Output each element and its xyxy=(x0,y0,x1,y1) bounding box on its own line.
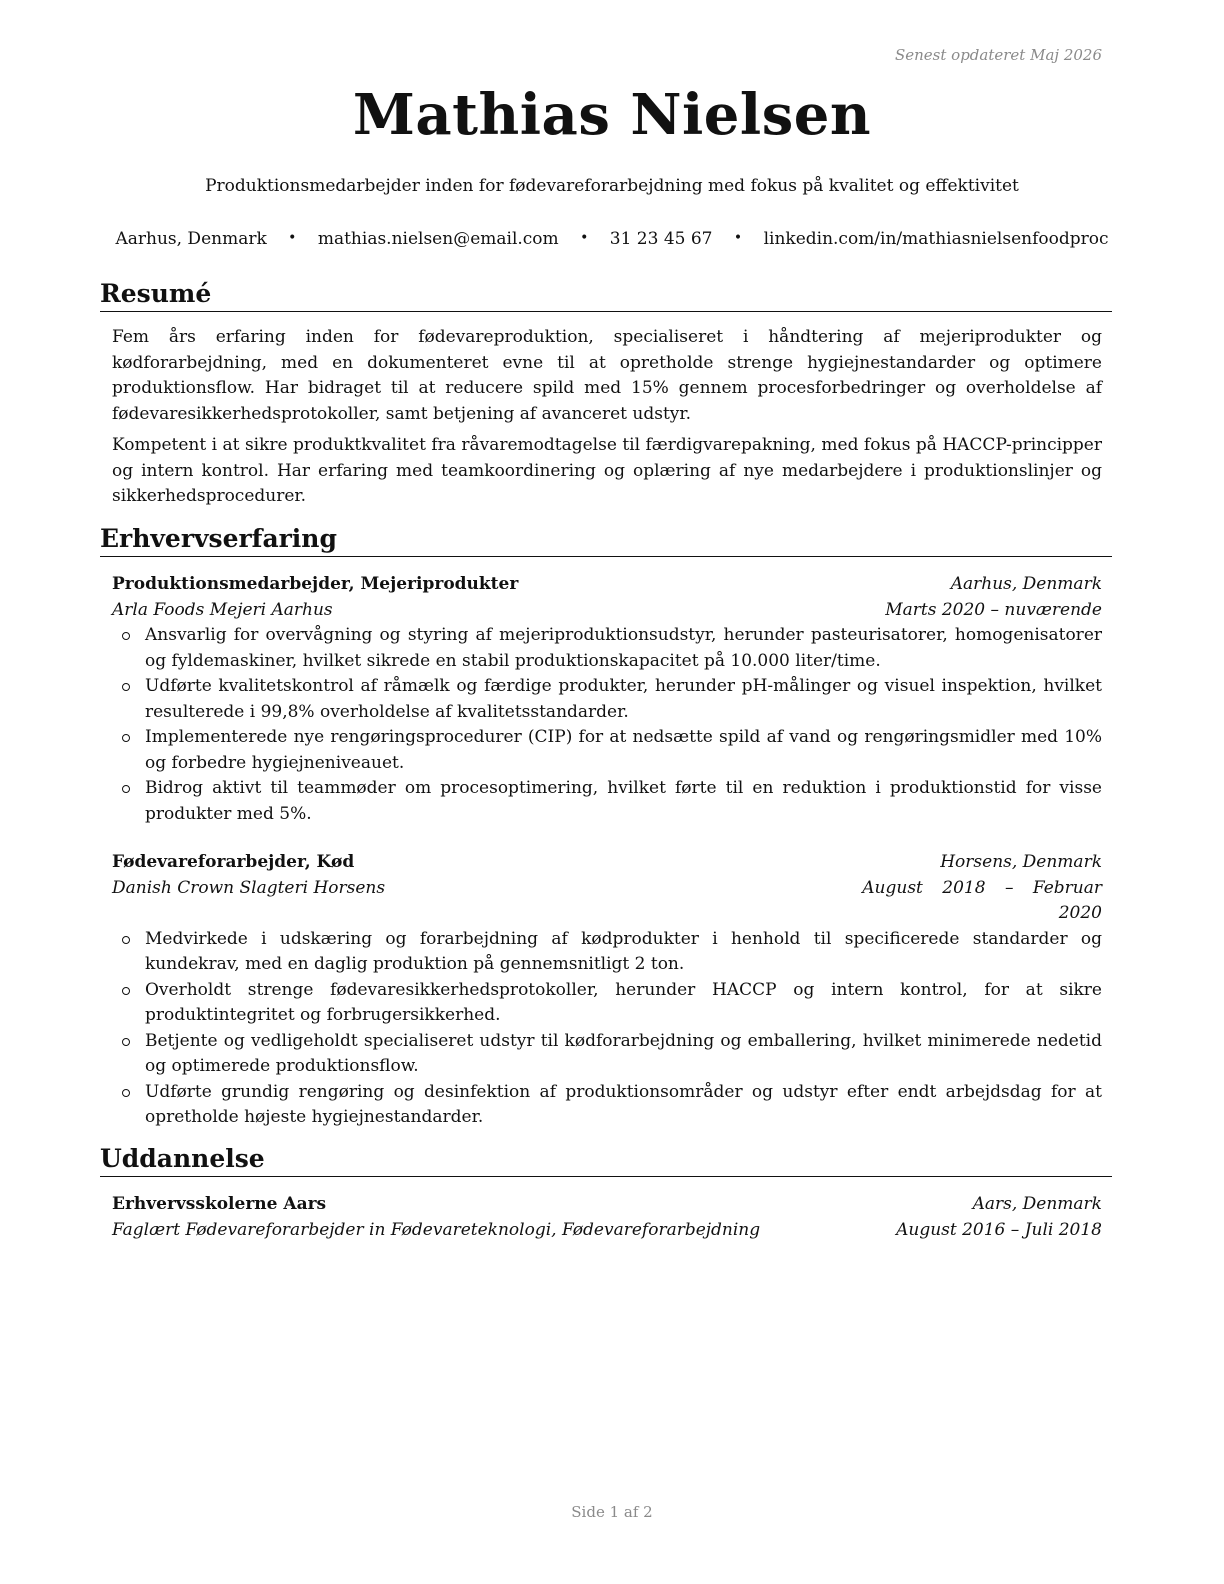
job-location: Aarhus, Denmark xyxy=(950,574,1102,594)
bullet-separator: • xyxy=(580,230,589,246)
job-entry xyxy=(112,850,1102,1131)
education-entry xyxy=(112,1192,1102,1243)
candidate-name: Mathias Nielsen xyxy=(352,82,872,148)
contact-email[interactable]: mathias.nielsen@email.com xyxy=(317,229,559,249)
contact-phone[interactable]: 31 23 45 67 xyxy=(609,229,713,249)
summary-section xyxy=(112,325,1102,516)
contact-linkedin[interactable]: linkedin.com/in/mathiasnielsenfoodproc xyxy=(763,229,1109,249)
section-title-experience: Erhvervserfaring xyxy=(100,523,1112,557)
bullet-text: Ansvarlig for overvågning og styring af mejeriproduktionsudstyr, herunder pasteurisatorer, homogenisatorer og fyldemaskiner, hvilket sikrede en stabil produktionskapacitet på 10.000 liter/time. xyxy=(145,625,1102,671)
education-location: Aars, Denmark xyxy=(972,1194,1102,1214)
list-item xyxy=(112,927,1102,978)
summary-paragraph: Kompetent i at sikre produktkvalitet fra råvaremodtagelse til færdigvarepakning, med fokus på HACCP-principper og intern kontrol. Har erfaring med teamkoordinering og oplæring af nye medarbejdere i produktionslinjer og sikkerhedsprocedurer. xyxy=(112,435,1102,506)
bullet-text: Betjente og vedligeholdt specialiseret udstyr til kødforarbejdning og emballering, hvilket minimerede nedetid og optimerede produktionsflow. xyxy=(145,1030,1102,1076)
education-degree: Faglært Fødevareforarbejder in Fødevareteknologi, Fødevareforarbejdning xyxy=(112,1219,761,1240)
bullet-text: Udførte kvalitetskontrol af råmælk og færdige produkter, herunder pH-målinger og visuel inspektion, hvilket resulterede i 99,8% overholdelse af kvalitetsstandarder. xyxy=(145,676,1102,722)
job-role: Fødevareforarbejder, Kød xyxy=(112,852,355,872)
job-dates xyxy=(862,876,1102,927)
list-item xyxy=(112,674,1102,725)
last-updated: Senest opdateret Maj 2026 xyxy=(894,46,1102,64)
circle-bullet-icon xyxy=(122,1038,130,1046)
job-bullets xyxy=(112,927,1102,1131)
circle-bullet-icon xyxy=(122,785,130,793)
job-dates: Marts 2020 – nuværende xyxy=(885,599,1102,620)
bullet-text: Bidrog aktivt til teammøder om procesoptimering, hvilket førte til en reduktion i produktionstid for visse produkter med 5%. xyxy=(145,778,1102,824)
summary-paragraph: Fem års erfaring inden for fødevareproduktion, specialiseret i håndtering af mejeriprodukter og kødforarbejdning, med en dokumenteret evne til at opretholde strenge hygiejnestandarder og optimere produktionsflow. Har bidraget til at reducere spild med 15% gennem procesforbedringer og overholdelse af fødevaresikkerhedsprotokoller, samt betjening af avanceret udstyr. xyxy=(112,327,1102,424)
list-item xyxy=(112,978,1102,1029)
page-number: Side 1 af 2 xyxy=(571,1503,653,1521)
circle-bullet-icon xyxy=(122,987,130,995)
list-item xyxy=(112,1029,1102,1080)
education-dates: August 2016 – Juli 2018 xyxy=(896,1219,1102,1240)
bullet-separator: • xyxy=(288,230,297,246)
bullet-text: Udførte grundig rengøring og desinfektion af produktionsområder og udstyr efter endt arbejdsdag for at opretholde højeste hygiejnestandarder. xyxy=(145,1081,1102,1127)
section-title-summary: Resumé xyxy=(100,278,1112,312)
contact-location: Aarhus, Denmark xyxy=(115,229,267,249)
list-item xyxy=(112,725,1102,776)
circle-bullet-icon xyxy=(122,683,130,691)
bullet-text: Medvirkede i udskæring og forarbejdning af kødprodukter i henhold til specificerede standarder og kundekrav, med en daglig produktion på gennemsnitligt 2 ton. xyxy=(145,928,1102,974)
tagline: Produktionsmedarbejder inden for fødevareforarbejdning med fokus på kvalitet og effektivitet xyxy=(205,176,1019,196)
job-company: Danish Crown Slagteri Horsens xyxy=(112,877,386,898)
list-item xyxy=(112,1080,1102,1131)
circle-bullet-icon xyxy=(122,632,130,640)
circle-bullet-icon xyxy=(122,734,130,742)
job-dates-line: 2020 xyxy=(1058,903,1102,923)
contact-line xyxy=(0,229,1224,249)
bullet-text: Implementerede nye rengøringsprocedurer (CIP) for at nedsætte spild af vand og rengøringsmidler med 10% og forbedre hygiejneniveauet. xyxy=(145,727,1102,773)
education-school: Erhvervsskolerne Aars xyxy=(112,1194,327,1214)
job-location: Horsens, Denmark xyxy=(940,852,1102,872)
job-entry xyxy=(112,572,1102,827)
circle-bullet-icon xyxy=(122,936,130,944)
list-item xyxy=(112,776,1102,827)
bullet-separator: • xyxy=(733,230,743,246)
job-bullets xyxy=(112,623,1102,827)
bullet-text: Overholdt strenge fødevaresikkerhedsprotokoller, herunder HACCP og intern kontrol, for at sikre produktintegritet og forbrugersikkerhed. xyxy=(145,979,1102,1025)
job-company: Arla Foods Mejeri Aarhus xyxy=(112,599,333,620)
list-item xyxy=(112,623,1102,674)
circle-bullet-icon xyxy=(122,1089,130,1097)
job-role: Produktionsmedarbejder, Mejeriprodukter xyxy=(112,574,519,594)
section-title-education: Uddannelse xyxy=(100,1143,1112,1177)
job-dates-line: August 2018 – Februar xyxy=(862,877,1102,898)
